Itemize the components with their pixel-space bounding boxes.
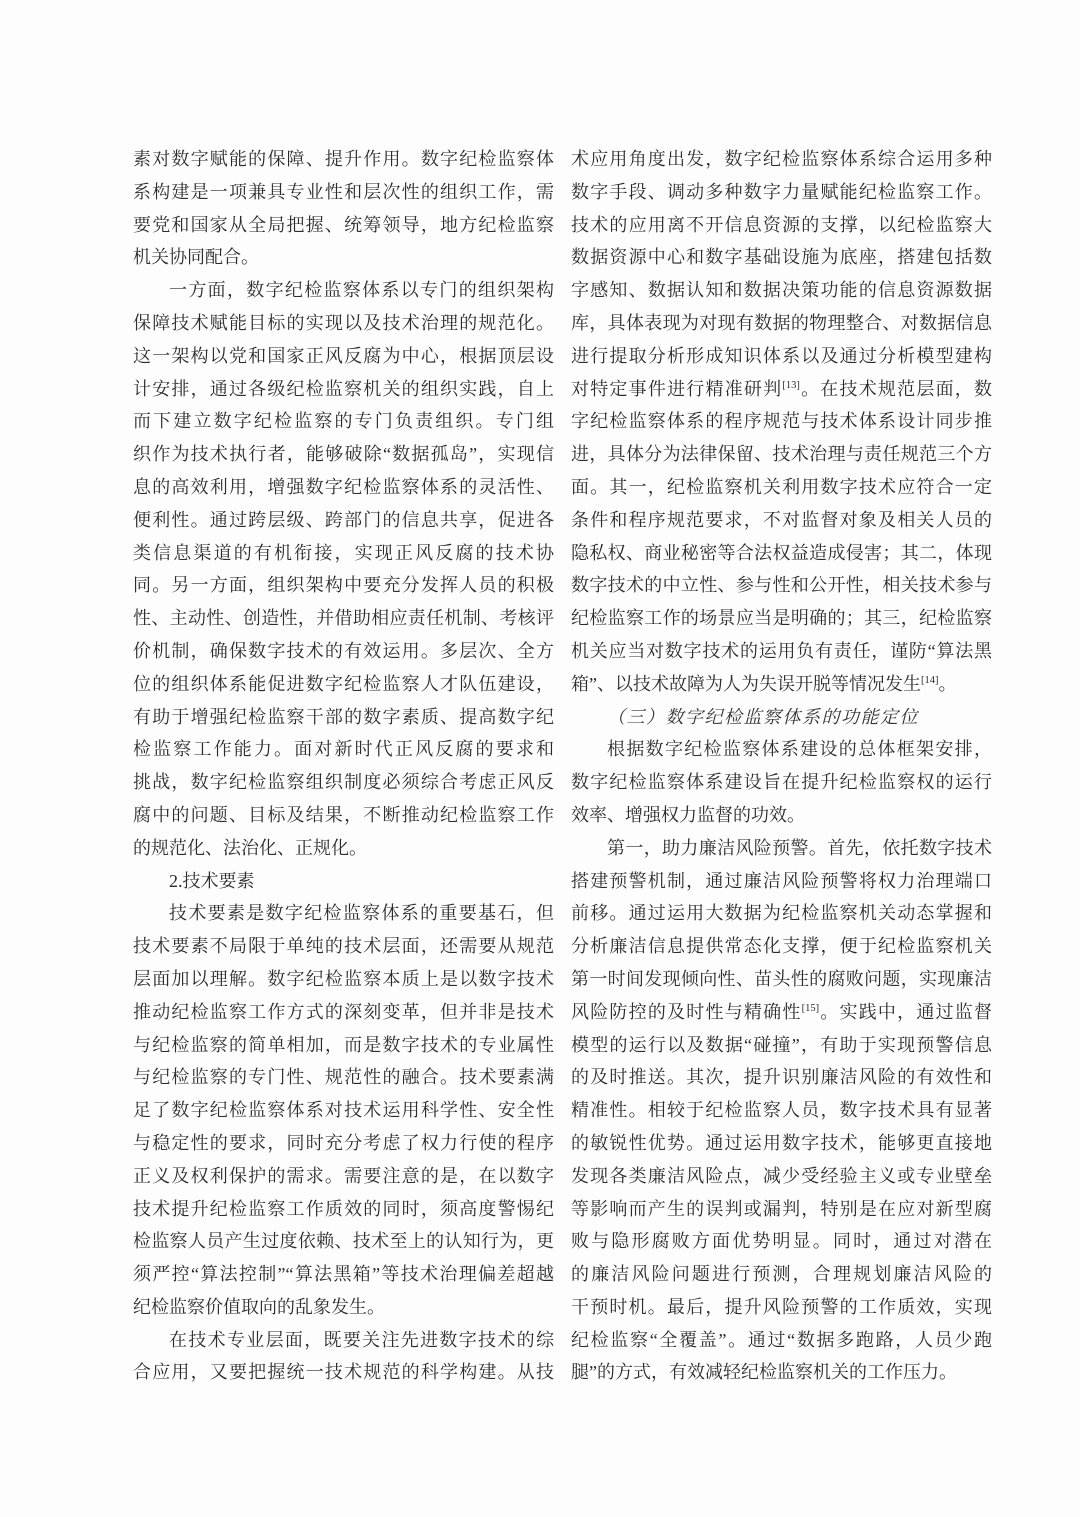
text-line: 术应用角度出发，数字纪检监察体系综合运用多种 [571,149,992,169]
text-line: 的敏锐性优势。通过运用数字技术，能够更直接地 [571,1132,992,1153]
text-line: 系构建是一项兼具专业性和层次性的组织工作，需 [133,181,554,202]
text-line: 类信息渠道的有机衔接，实现正风反腐的技术协 [133,542,554,563]
text-line: 技术提升纪检监察工作质效的同时，须高度警惕纪 [133,1198,554,1219]
text-line: 技术要素不局限于单纯的技术层面，还需要从规范 [133,936,554,957]
text-line: 保障技术赋能目标的实现以及技术治理的规范化。 [133,312,554,333]
text-line: 在技术专业层面，既要关注先进数字技术的综 [169,1329,554,1350]
text-column-left [133,143,554,1389]
text-line: 数据资源中心和数字基础设施为底座，搭建包括数 [571,247,992,268]
text-line: 效率、增强权力监督的功效。 [571,804,805,825]
text-line: 须严控“算法控制”“算法黑箱”等技术治理偏差超越 [133,1264,554,1285]
text-line: 腿”的方式，有效减轻纪检监察机关的工作压力。 [571,1362,957,1383]
text-line: 的廉洁风险问题进行预测，合理规划廉洁风险的 [571,1264,992,1285]
text-line: 价机制，确保数字技术的有效运用。多层次、全方 [133,640,554,661]
text-line: 败与隐形腐败方面优势明显。同时，通过对潜在 [571,1231,992,1252]
text-line: 的规范化、法治化、正规化。 [133,837,367,858]
text-line: 推动纪检监察工作方式的深刻变革，但并非是技术 [133,1001,554,1022]
text-line: 字纪检监察体系的程序规范与技术体系设计同步推 [571,411,992,432]
text-line: 技术要素是数字纪检监察体系的重要基石，但 [169,903,554,924]
text-line: 分析廉洁信息提供常态化支撑，便于纪检监察机关 [571,936,992,957]
text-line: 检监察工作能力。面对新时代正风反腐的要求和 [133,739,554,760]
text-line: 同。另一方面，组织架构中要充分发挥人员的积极 [133,575,554,596]
text-line: 模型的运行以及数据“碰撞”，有助于实现预警信息 [571,1034,992,1055]
text-line: 进，具体分为法律保留、技术治理与责任规范三个方 [571,444,992,465]
text-line: 而下建立数字纪检监察的专门负责组织。专门组 [133,411,554,432]
text-line: 根据数字纪检监察体系建设的总体框架安排， [607,739,992,760]
text-line: 第一，助力廉洁风险预警。首先，依托数字技术 [607,837,992,858]
citation-marker: [14] [921,674,939,686]
text-line: 面。其一，纪检监察机关利用数字技术应符合一定 [571,476,992,497]
text-line: 数字手段、调动多种数字力量赋能纪检监察工作。 [571,181,992,202]
section-heading: （三）数字纪检监察体系的功能定位 [607,706,919,727]
text-line: 数字纪检监察体系建设旨在提升纪检监察权的运行 [571,772,992,793]
text-line: 腐中的问题、目标及结果，不断推动纪检监察工作 [133,804,554,825]
text-line: 挑战，数字纪检监察组织制度必须综合考虑正风反 [133,772,554,793]
text-line: 数字技术的中立性、参与性和公开性，相关技术参与 [571,575,992,596]
text-line: 合应用，又要把握统一技术规范的科学构建。从技 [133,1362,554,1383]
text-column-right [571,143,992,1389]
text-line: 风险防控的及时性与精确性[15]。实践中，通过监督 [571,1001,992,1022]
text-line: 精准性。相较于纪检监察人员，数字技术具有显著 [571,1100,992,1121]
citation-marker: [13] [782,379,800,391]
text-line: 层面加以理解。数字纪检监察本质上是以数字技术 [133,968,554,989]
text-line: 正义及权利保护的需求。需要注意的是，在以数字 [133,1165,554,1186]
text-line: 这一架构以党和国家正风反腐为中心，根据顶层设 [133,345,554,366]
text-line: 便利性。通过跨层级、跨部门的信息共享，促进各 [133,509,554,530]
text-line: 与纪检监察的专门性、规范性的融合。技术要素满 [133,1067,554,1088]
text-line: 的及时推送。其次，提升识别廉洁风险的有效性和 [571,1067,992,1088]
text-line: 织作为技术执行者，能够破除“数据孤岛”，实现信 [133,444,554,465]
text-line: 对特定事件进行精准研判[13]。在技术规范层面，数 [571,378,992,399]
text-line: 有助于增强纪检监察干部的数字素质、提高数字纪 [133,706,554,727]
text-line: 一方面，数字纪检监察体系以专门的组织架构 [169,280,554,301]
text-line: 隐私权、商业秘密等合法权益造成侵害；其二，体现 [571,542,992,563]
text-line: 性、主动性、创造性，并借助相应责任机制、考核评 [133,608,554,629]
text-line: 进行提取分析形成知识体系以及通过分析模型建构 [571,345,992,366]
text-line: 位的组织体系能促进数字纪检监察人才队伍建设， [133,673,554,694]
citation-marker: [15] [801,1002,820,1014]
text-line: 搭建预警机制，通过廉洁风险预警将权力治理端口 [571,870,992,891]
text-line: 机关协同配合。 [133,247,259,268]
text-line: 要党和国家从全局把握、统筹领导，地方纪检监察 [133,214,554,235]
text-line: 纪检监察价值取向的乱象发生。 [133,1296,385,1317]
text-line: 息的高效利用，增强数字纪检监察体系的灵活性、 [133,476,554,497]
text-line: 条件和程序规范要求，不对监督对象及相关人员的 [571,509,992,530]
text-line: 库，具体表现为对现有数据的物理整合、对数据信息 [571,312,992,333]
text-line: 字感知、数据认知和数据决策功能的信息资源数据 [571,280,992,301]
text-line: 足了数字纪检监察体系对技术运用科学性、安全性 [133,1100,554,1121]
text-line: 计安排，通过各级纪检监察机关的组织实践，自上 [133,378,554,399]
text-line: 干预时机。最后，提升风险预警的工作质效，实现 [571,1296,992,1317]
text-line: 与稳定性的要求，同时充分考虑了权力行使的程序 [133,1132,554,1153]
text-line: 纪检监察工作的场景应当是明确的；其三，纪检监察 [571,608,992,629]
text-line: 素对数字赋能的保障、提升作用。数字纪检监察体 [133,149,554,169]
numbered-subheading: 2.技术要素 [169,870,255,891]
text-line: 检监察人员产生过度依赖、技术至上的认知行为，更 [133,1231,554,1252]
text-line: 与纪检监察的简单相加，而是数字技术的专业属性 [133,1034,554,1055]
text-line: 纪检监察“全覆盖”。通过“数据多跑路，人员少跑 [571,1329,992,1350]
text-line: 等影响而产生的误判或漏判，特别是在应对新型腐 [571,1198,992,1219]
text-line: 第一时间发现倾向性、苗头性的腐败问题，实现廉洁 [571,968,992,989]
text-line: 前移。通过运用大数据为纪检监察机关动态掌握和 [571,903,992,924]
text-line: 箱”、以技术故障为人为失误开脱等情况发生[14]。 [571,673,957,694]
text-line: 技术的应用离不开信息资源的支撑，以纪检监察大 [571,214,992,235]
page-body [133,143,992,1389]
text-line: 机关应当对数字技术的运用负有责任，谨防“算法黑 [571,640,992,661]
text-line: 发现各类廉洁风险点，减少受经验主义或专业壁垒 [571,1165,992,1186]
